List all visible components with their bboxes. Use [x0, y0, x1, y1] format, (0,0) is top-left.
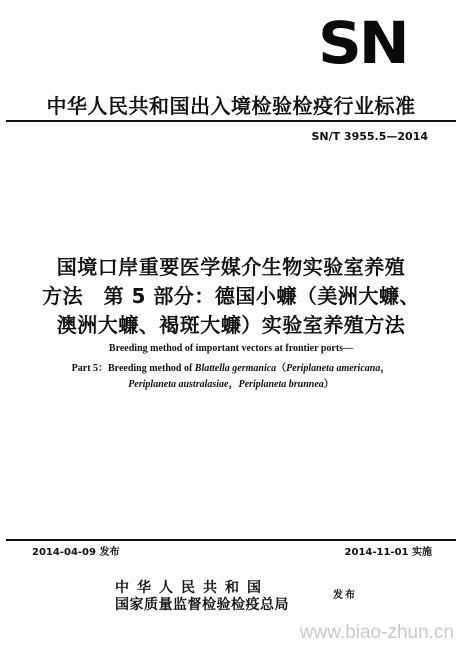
bottom-divider: [6, 539, 456, 541]
publish-date: 2014-04-09 发布: [32, 547, 120, 558]
watermark-text: www.biao-zhun.cn: [299, 622, 454, 643]
species-periplaneta-brunnea: Periplaneta brunnea: [238, 379, 324, 390]
title-en-part-label: Part 5：Breeding method of: [71, 363, 195, 374]
implement-date: 2014-11-01 实施: [344, 547, 432, 558]
sn-logo: SN: [318, 9, 407, 77]
issue-label: 发布: [333, 590, 357, 601]
title-cn-line-1: 国境口岸重要医学媒介生物实验室养殖: [56, 255, 406, 279]
species-periplaneta-australasiae: Periplaneta australasiae: [128, 379, 229, 390]
top-divider: [6, 120, 456, 122]
species-periplaneta-americana: Periplaneta americana: [286, 363, 381, 374]
org-title: 中华人民共和国出入境检验检疫行业标准: [46, 94, 416, 118]
issuer-line-1: 中华人民共和国: [115, 580, 269, 596]
title-cn-line-3: 澳洲大蠊、褐斑大蠊）实验室养殖方法: [56, 313, 406, 337]
title-en-line-2: [0, 359, 462, 374]
comma: ，: [228, 379, 239, 390]
issuer-line-2: 国家质量监督检验检疫总局: [115, 597, 289, 613]
title-en-line-3: [0, 375, 462, 390]
title-en-line-1: Breeding method of important vectors at frontier ports—: [108, 343, 354, 354]
species-blattella-germanica: Blattella germanica: [194, 363, 277, 374]
paren-open: （: [276, 363, 287, 374]
comma: ，: [380, 363, 391, 374]
paren-close: ）: [323, 379, 334, 390]
title-cn-line-2: 方法 第 5 部分：德国小蠊（美洲大蠊、: [42, 284, 420, 308]
standard-number: SN/T 3955.5—2014: [311, 130, 428, 143]
